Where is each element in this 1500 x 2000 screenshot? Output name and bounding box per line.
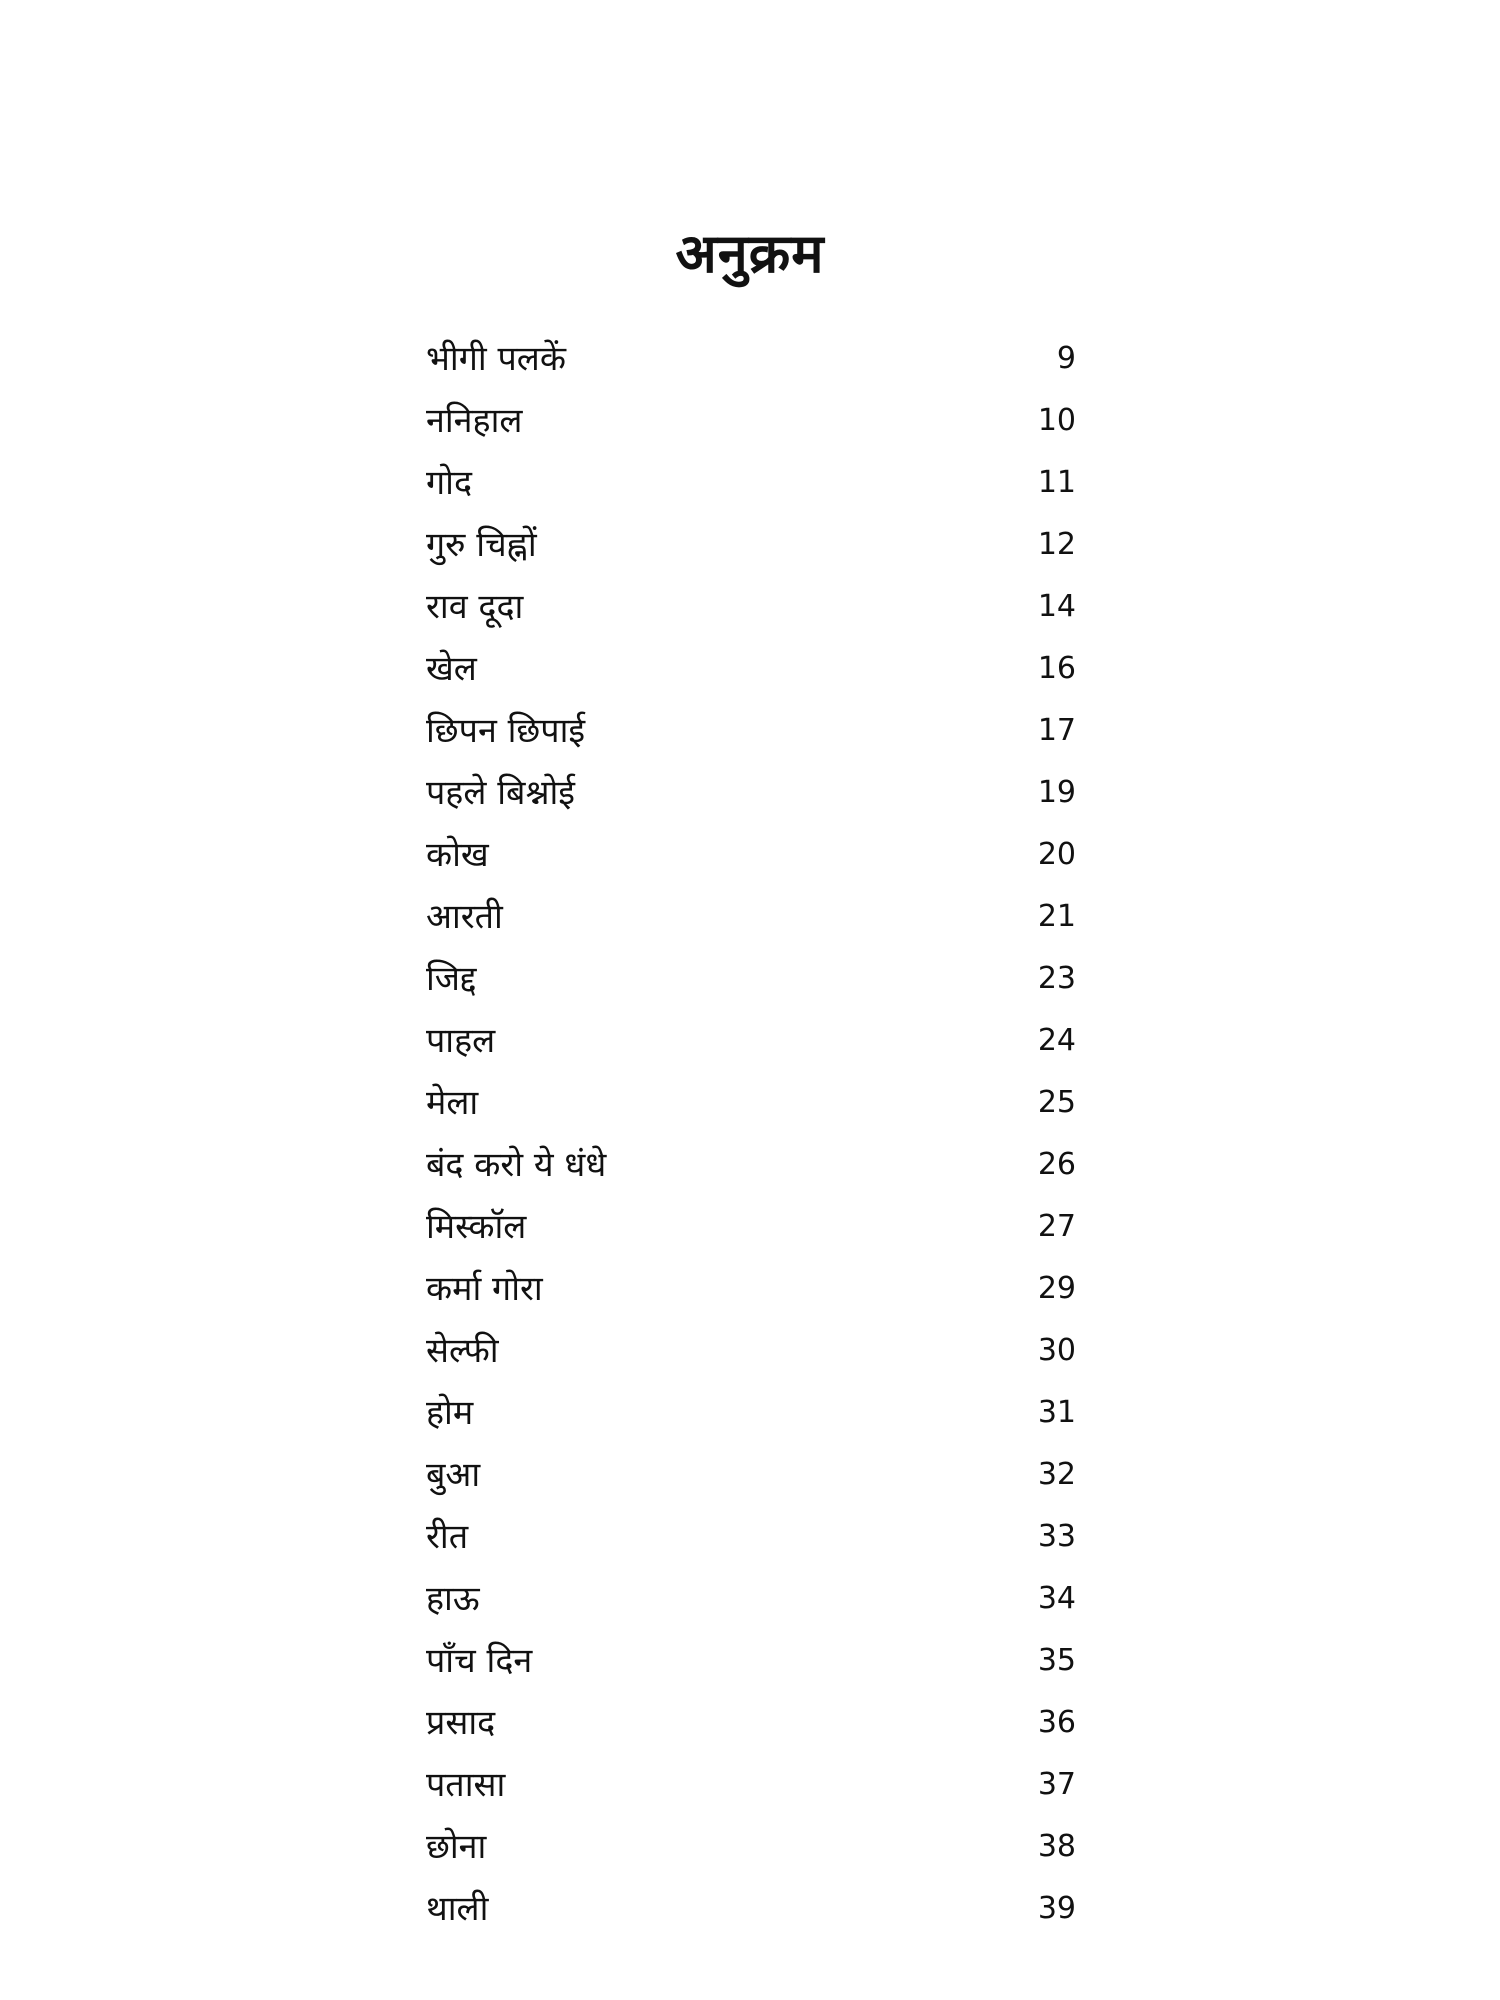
- toc-entry: [426, 452, 1076, 514]
- toc-entry: [426, 700, 1076, 762]
- toc-entry-page: 23: [1037, 961, 1076, 996]
- toc-entry-page: 24: [1037, 1023, 1076, 1058]
- toc-entry-title: मेला: [426, 1083, 479, 1123]
- toc-entry-page: 30: [1037, 1333, 1076, 1368]
- toc-entry-title: पहले बिश्नोई: [426, 773, 575, 813]
- toc-entry: [426, 1320, 1076, 1382]
- toc-entry: [426, 1010, 1076, 1072]
- toc-entry-page: 17: [1037, 713, 1076, 748]
- toc-entry-page: 25: [1037, 1085, 1076, 1120]
- toc-entry-title: मिस्कॉल: [426, 1207, 527, 1247]
- toc-entry-page: 29: [1037, 1271, 1076, 1306]
- toc-entry-title: पतासा: [426, 1765, 506, 1805]
- toc-entry-page: 16: [1037, 651, 1076, 686]
- toc-entry: [426, 1072, 1076, 1134]
- toc-entry: [426, 886, 1076, 948]
- toc-entry-page: 34: [1037, 1581, 1076, 1616]
- toc-entry-page: 36: [1037, 1705, 1076, 1740]
- toc-entry: [426, 1444, 1076, 1506]
- toc-entry: [426, 638, 1076, 700]
- toc-entry: [426, 1754, 1076, 1816]
- toc-entry-title: ननिहाल: [426, 401, 523, 441]
- toc-entry-title: कोख: [426, 835, 489, 875]
- toc-entry-title: बंद करो ये धंधे: [426, 1145, 607, 1185]
- toc-entry-page: 31: [1037, 1395, 1076, 1430]
- toc-entry-title: आरती: [426, 897, 503, 937]
- toc-entry-title: खेल: [426, 649, 477, 689]
- toc-entry-title: गोद: [426, 463, 473, 503]
- toc-entry-title: बुआ: [426, 1455, 481, 1495]
- toc-entry: [426, 762, 1076, 824]
- toc-entry-title: रीत: [426, 1517, 469, 1557]
- toc-entry: [426, 1382, 1076, 1444]
- toc-entry: [426, 576, 1076, 638]
- toc-entry: [426, 514, 1076, 576]
- toc-entry-page: 33: [1037, 1519, 1076, 1554]
- toc-entry-title: भीगी पलकें: [426, 339, 566, 379]
- toc-entry-page: 37: [1037, 1767, 1076, 1802]
- toc-entry-title: छिपन छिपाई: [426, 711, 586, 751]
- toc-entry-title: होम: [426, 1393, 474, 1433]
- toc-entry: [426, 1506, 1076, 1568]
- toc-entry-page: 39: [1037, 1891, 1076, 1926]
- toc-entry: [426, 1816, 1076, 1878]
- toc-entry: [426, 1196, 1076, 1258]
- toc-entry-title: पाँच दिन: [426, 1641, 533, 1681]
- toc-entry-page: 21: [1037, 899, 1076, 934]
- toc-entry: [426, 948, 1076, 1010]
- toc-entry-page: 11: [1037, 465, 1076, 500]
- toc-entry: [426, 824, 1076, 886]
- toc-entry-page: 14: [1037, 589, 1076, 624]
- toc-entry-page: 20: [1037, 837, 1076, 872]
- page-title: अनुक्रम: [675, 222, 825, 286]
- toc-entry-title: जिद्द: [426, 959, 477, 999]
- toc-entry-page: 12: [1037, 527, 1076, 562]
- toc-entry-title: गुरु चिह्नों: [426, 525, 537, 565]
- toc-entry: [426, 1568, 1076, 1630]
- toc-entry: [426, 1878, 1076, 1940]
- toc-entry-page: 32: [1037, 1457, 1076, 1492]
- toc-entry-title: प्रसाद: [426, 1703, 496, 1743]
- toc-entry-title: कर्मा गोरा: [426, 1269, 543, 1309]
- toc-entry-page: 35: [1037, 1643, 1076, 1678]
- table-of-contents: [426, 328, 1076, 1940]
- toc-entry: [426, 328, 1076, 390]
- toc-entry-title: पाहल: [426, 1021, 496, 1061]
- toc-entry-page: 27: [1037, 1209, 1076, 1244]
- toc-entry-page: 26: [1037, 1147, 1076, 1182]
- toc-entry-page: 10: [1037, 403, 1076, 438]
- toc-entry-title: छोना: [426, 1827, 487, 1867]
- toc-entry-title: हाऊ: [426, 1579, 480, 1619]
- toc-entry: [426, 1134, 1076, 1196]
- toc-entry-page: 19: [1037, 775, 1076, 810]
- toc-entry: [426, 1630, 1076, 1692]
- toc-entry: [426, 1692, 1076, 1754]
- toc-entry-page: 38: [1037, 1829, 1076, 1864]
- toc-entry-title: थाली: [426, 1889, 489, 1929]
- toc-entry-title: सेल्फी: [426, 1331, 499, 1371]
- toc-entry: [426, 390, 1076, 452]
- toc-entry-page: 9: [1056, 341, 1076, 376]
- toc-entry: [426, 1258, 1076, 1320]
- toc-entry-title: राव दूदा: [426, 587, 524, 627]
